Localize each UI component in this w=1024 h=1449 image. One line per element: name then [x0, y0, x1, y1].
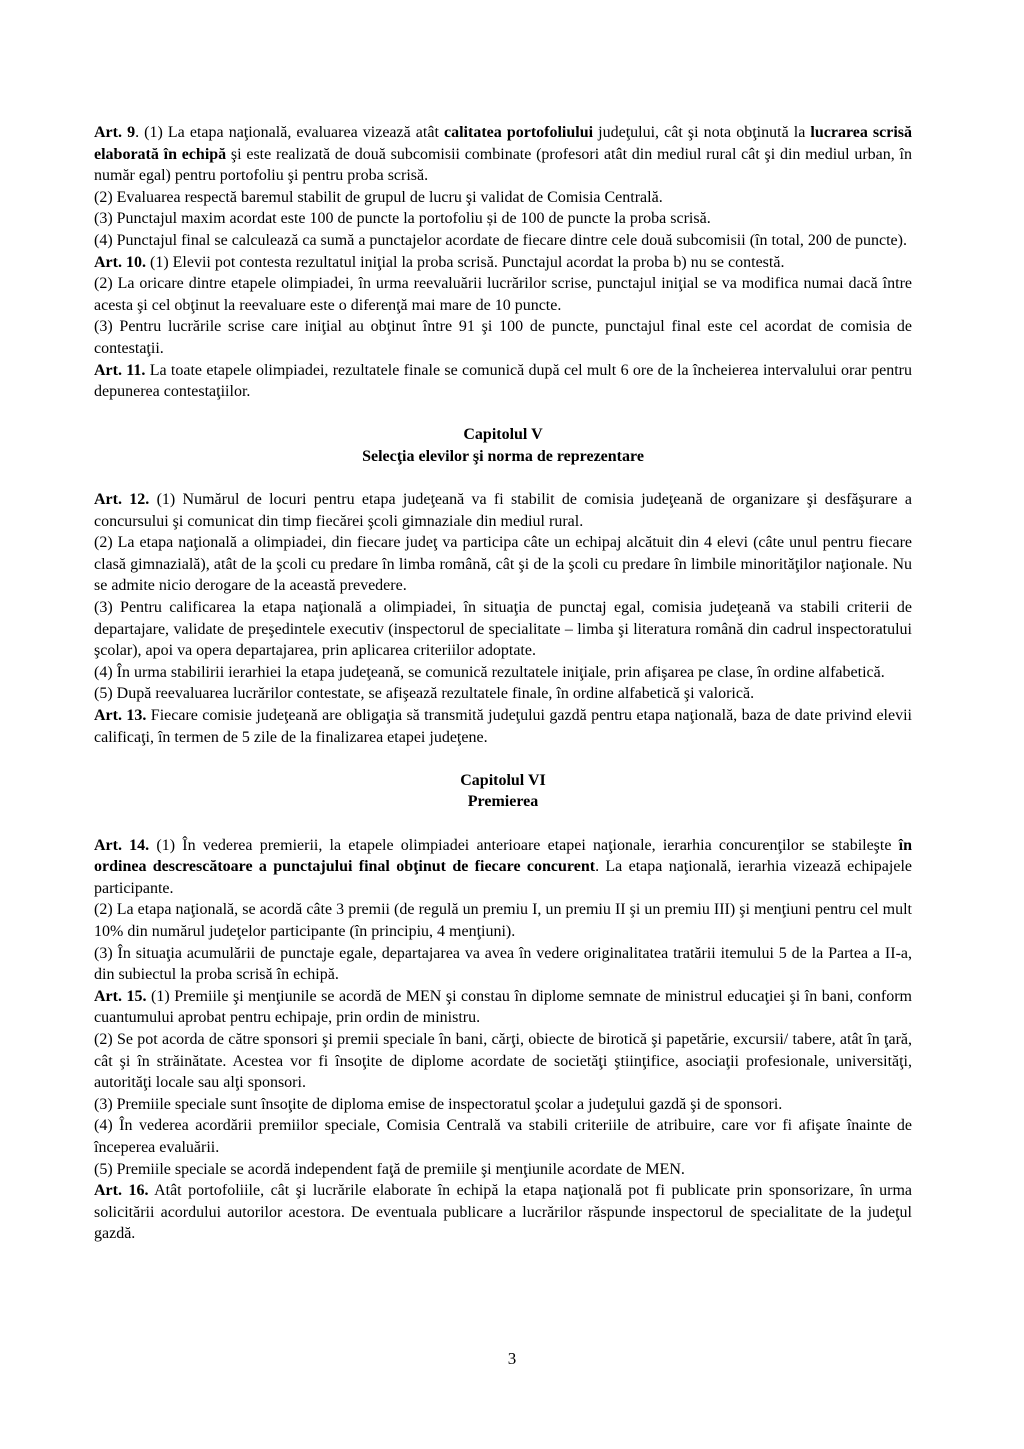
text-run: (2) La etapa naţională, se acordă câte 3 premii (de regulă un premiu I, un premiu II şi un premiu III) şi menţiuni pentru cel mult 10% din numărul judeţelor participante (în principiu, 4 menţiuni). — [94, 901, 912, 940]
bold-text: Art. 16. — [94, 1182, 149, 1200]
document-page — [94, 122, 912, 1245]
paragraph — [94, 986, 912, 1029]
text-run: (5) După reevaluarea lucrărilor contestate, se afişează rezultatele finale, în ordine alfabetică şi valorică. — [94, 685, 755, 703]
paragraph — [94, 252, 912, 274]
bold-text: în ordinea descrescătoare a punctajului final obţinut de fiecare concurent — [94, 836, 913, 876]
bold-text: Art. 14. — [94, 836, 150, 854]
text-run: (5) Premiile speciale se acordă independent faţă de premiile şi menţiunile acordate de MEN. — [94, 1160, 685, 1178]
text-run: şi este realizată de două subcomisii combinate (profesori atât din mediul rural cât şi din mediul urban, în număr egal) pentru portofoliu şi pentru proba scrisă. — [94, 145, 912, 185]
paragraph — [94, 662, 912, 684]
text-run: (4) În urma stabilirii ierarhiei la etapa judeţeană, se comunică rezultatele iniţiale, prin afişarea pe clase, în ordine alfabetică. — [94, 663, 885, 681]
text-run: (2) Evaluarea respectă baremul stabilit de grupul de lucru şi validat de Comisia Centrală. — [94, 188, 663, 206]
text-run: judeţului, cât şi nota obţinută la — [593, 124, 811, 141]
paragraph — [94, 1180, 912, 1245]
page-number: 3 — [507, 1349, 517, 1368]
text-run: (3) Premiile speciale sunt însoţite de diploma emise de inspectoratul şcolar a judeţului gazdă şi de sponsori. — [94, 1095, 783, 1113]
chapter-title: Selecţia elevilor şi norma de reprezentare — [362, 447, 644, 465]
paragraph — [94, 230, 912, 252]
text-run: (1) Elevii pot contesta rezultatul iniţial la proba scrisă. Punctajul acordat la proba b) nu se contestă. — [145, 253, 785, 271]
paragraph — [94, 532, 912, 597]
bold-text: Art. 9 — [94, 124, 136, 141]
chapter-heading: Capitolul VI — [460, 771, 546, 789]
bold-text: calitatea portofoliului — [444, 124, 594, 141]
paragraph — [94, 705, 912, 748]
paragraph — [94, 360, 912, 403]
bold-text: Art. 15. — [94, 987, 147, 1005]
text-run: (3) Punctajul maxim acordat este 100 de puncte la portofoliu și de 100 de puncte la proba scrisă. — [94, 210, 711, 228]
text-run: (4) Punctajul final se calculează ca sumă a punctajelor acordate de fiecare dintre cele două subcomisii (în total, 200 de puncte). — [94, 231, 907, 249]
text-run: La toate etapele olimpiadei, rezultatele finale se comunică după cel mult 6 ore de la încheierea intervalului orar pentru depunerea contestaţiilor. — [94, 361, 912, 401]
paragraph — [94, 187, 912, 209]
text-run: (3) Pentru calificarea la etapa naţională a olimpiadei, în situaţia de punctaj egal, comisia judeţeană va stabili criterii de departajare, validate de preşedintele executiv (inspectorul de specialitate – limba şi literatura română din cadrul inspectoratului şcolar), apoi va opera departajarea, prin aplicarea criteriilor adoptate. — [94, 599, 912, 660]
text-run: (4) În vederea acordării premiilor speciale, Comisia Centrală va stabili criteriile de atribuire, care vor fi afişate înainte de începerea evaluării. — [94, 1117, 912, 1156]
text-run: (2) La etapa naţională a olimpiadei, din fiecare judeţ va participa câte un echipaj alcătuit din 4 elevi (câte unul pentru fiecare clasă gimnazială), atât de la şcoli cu predare în limba română, cât şi de la şcoli cu predare în limbile minorităţilor naţionale. Nu se admite nicio derogare de la această prevedere. — [94, 534, 912, 595]
text-run: . La etapa naţională, ierarhia vizează echipajele participante. — [94, 858, 913, 897]
text-run: . (1) La etapa naţională, evaluarea vizează atât — [135, 124, 444, 141]
paragraph — [94, 943, 912, 986]
paragraph — [94, 899, 912, 942]
paragraph — [94, 1094, 912, 1116]
paragraph — [94, 835, 912, 900]
bold-text: Art. 12. — [94, 491, 150, 509]
text-run: Fiecare comisie judeţeană are obligaţia să transmită judeţului gazdă pentru etapa naţională, baza de date privind elevii calificaţi, în termen de 5 zile de la finalizarea etapei judeţene. — [94, 707, 912, 746]
paragraph — [94, 489, 912, 532]
paragraph — [94, 597, 912, 662]
paragraph — [94, 122, 912, 187]
bold-text: Art. 10. — [94, 253, 146, 271]
paragraph — [94, 683, 912, 705]
bold-text: Art. 13. — [94, 707, 147, 725]
text-run: (1) Numărul de locuri pentru etapa judeţeană va fi stabilit de comisia judeţeană de organizare şi desfăşurare a concursului şi comunicat din timp fiecărei şcoli gimnaziale din mediul rural. — [94, 491, 913, 530]
text-run: (3) Pentru lucrările scrise care iniţial au obţinut între 91 şi 100 de puncte, punctajul final este cel acordat de comisia de contestaţii. — [94, 318, 912, 357]
text-run: (2) Se pot acorda de către sponsori şi premii speciale în bani, cărţi, obiecte de birotică şi papetărie, excursii/ tabere, atât în ţară, cât şi în străinătate. Acestea vor fi însoţite de diplome acordate de societăţi ştiinţifice, asociaţii profesionale, universităţi, autorităţi locale sau alţi sponsori. — [94, 1030, 912, 1092]
text-run: (2) La oricare dintre etapele olimpiadei, în urma reevaluării lucrărilor scrise, punctajul iniţial se va modifica numai dacă între acesta şi cel obţinut la reevaluare este o diferenţă mai mare de 10 puncte. — [94, 275, 912, 314]
paragraph — [94, 1115, 912, 1158]
paragraph — [94, 1159, 912, 1181]
text-run: Atât portofoliile, cât şi lucrările elaborate în echipă la etapa naţională pot fi publicate prin sponsorizare, în urma solicitării acordului autorilor acestora. De eventuala publicare a lucrărilor răspunde inspectorul de specialitate de la judeţul gazdă. — [94, 1182, 912, 1243]
bold-text: lucrarea scrisă elaborată în echipă — [94, 124, 913, 163]
chapter-title: Premierea — [467, 793, 539, 811]
bold-text: Art. 11. — [94, 361, 146, 379]
chapter-heading: Capitolul V — [463, 426, 543, 444]
paragraph — [94, 1029, 912, 1094]
text-run: (3) În situaţia acumulării de punctaje egale, departajarea va avea în vedere originalitatea tratării itemului 5 de la Partea a II-a, din subiectul la proba scrisă în echipă. — [94, 944, 912, 984]
paragraph — [94, 316, 912, 359]
paragraph — [94, 273, 912, 316]
text-run: (1) În vederea premierii, la etapele olimpiadei anterioare etapei naţionale, ierarhia concurenţilor se stabileşte — [149, 836, 899, 854]
paragraph — [94, 208, 912, 230]
text-run: (1) Premiile şi menţiunile se acordă de MEN şi constau în diplome semnate de ministrul educaţiei şi în bani, conform cuantumului aprobat pentru echipaje, prin ordin de ministru. — [94, 987, 912, 1027]
